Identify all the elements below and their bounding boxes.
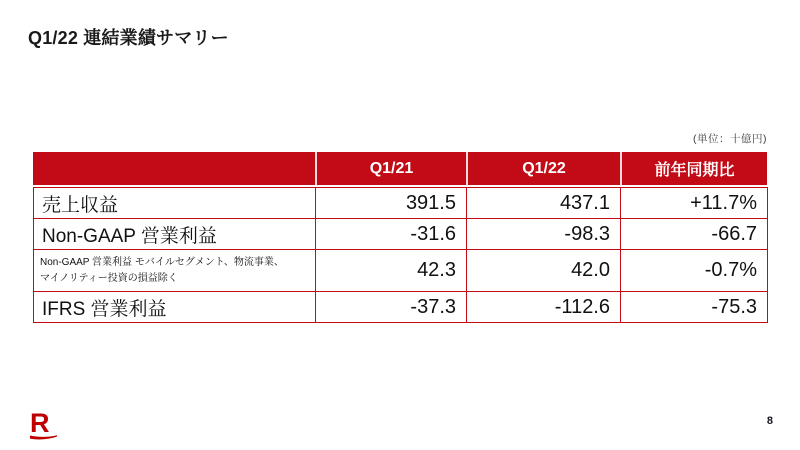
cell-revenue-q1-22: 437.1 — [467, 188, 621, 219]
col-header-yoy: 前年同期比 — [620, 152, 767, 185]
table-row-non-gaap-oi — [34, 219, 768, 250]
rakuten-logo — [27, 405, 63, 443]
table-row-revenue — [34, 188, 768, 219]
rakuten-r-icon — [27, 405, 63, 443]
row-label-ifrs-oi: IFRS 営業利益 — [34, 292, 316, 323]
row-label-non-gaap-oi-excl-line1: Non-GAAP 営業利益 モバイルセグメント、物流事業、 — [40, 256, 284, 268]
cell-ifrs-oi-q1-21: -37.3 — [316, 292, 467, 323]
cell-non-gaap-oi-excl-q1-22: 42.0 — [467, 250, 621, 292]
cell-ifrs-oi-q1-22: -112.6 — [467, 292, 621, 323]
cell-non-gaap-oi-yoy: -66.7 — [621, 219, 768, 250]
cell-non-gaap-oi-excl-q1-21: 42.3 — [316, 250, 467, 292]
page-number: 8 — [766, 415, 773, 427]
col-header-q1-21: Q1/21 — [315, 152, 466, 185]
table-row-non-gaap-oi-excl — [34, 250, 768, 292]
row-label-revenue: 売上収益 — [34, 188, 316, 219]
cell-revenue-q1-21: 391.5 — [316, 188, 467, 219]
row-label-non-gaap-oi-excl — [34, 250, 316, 292]
cell-non-gaap-oi-q1-22: -98.3 — [467, 219, 621, 250]
results-table-header — [33, 152, 767, 185]
row-label-non-gaap-oi: Non-GAAP 営業利益 — [34, 219, 316, 250]
col-header-q1-22: Q1/22 — [466, 152, 620, 185]
table-row-ifrs-oi — [34, 292, 768, 323]
col-header-blank — [33, 152, 315, 185]
cell-non-gaap-oi-excl-yoy: -0.7% — [621, 250, 768, 292]
unit-note: (単位：十億円) — [693, 133, 767, 145]
cell-ifrs-oi-yoy: -75.3 — [621, 292, 768, 323]
cell-non-gaap-oi-q1-21: -31.6 — [316, 219, 467, 250]
results-table — [33, 152, 767, 323]
cell-revenue-yoy: +11.7% — [621, 188, 768, 219]
results-table-body — [33, 187, 768, 323]
page-title: Q1/22 連結業績サマリー — [28, 28, 229, 48]
row-label-non-gaap-oi-excl-line2: マイノリティー投資の損益除く — [40, 272, 178, 284]
rakuten-r-letter: R — [30, 408, 50, 438]
